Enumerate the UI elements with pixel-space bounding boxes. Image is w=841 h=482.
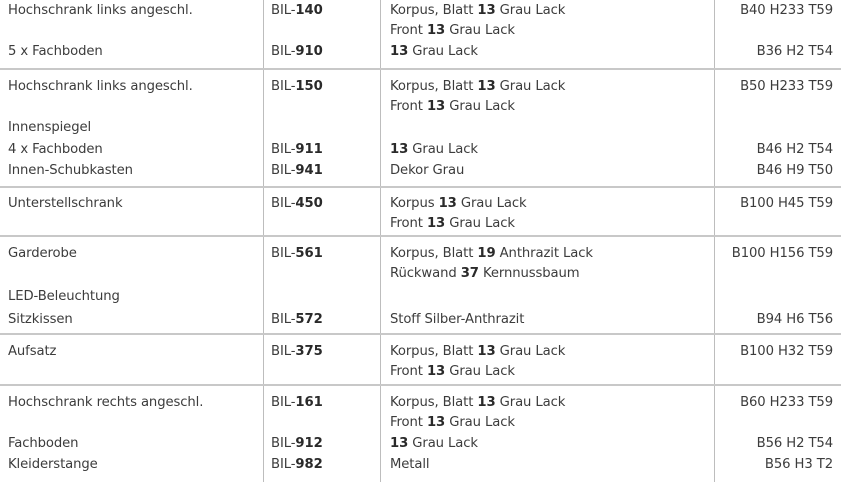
material-color-number: 13 bbox=[390, 436, 409, 451]
material-description bbox=[390, 455, 429, 475]
material-description bbox=[390, 77, 565, 97]
material-text: Korpus, Blatt bbox=[390, 246, 478, 261]
material-text: Korpus, Blatt bbox=[390, 79, 478, 94]
item-name: LED-Beleuchtung bbox=[8, 289, 120, 304]
article-code-number: 941 bbox=[295, 163, 323, 178]
item-name: Fachboden bbox=[8, 436, 79, 451]
item-name: Hochschrank links angeschl. bbox=[8, 3, 193, 18]
article-code-prefix: BIL- bbox=[271, 246, 296, 261]
article-code-prefix: BIL- bbox=[271, 457, 296, 472]
material-description bbox=[390, 264, 580, 284]
article-code bbox=[271, 140, 323, 160]
article-code bbox=[271, 434, 323, 454]
material-color-number: 13 bbox=[390, 44, 409, 59]
material-description bbox=[390, 434, 478, 454]
article-code-number: 161 bbox=[295, 395, 323, 410]
article-code bbox=[271, 194, 323, 214]
article-code-prefix: BIL- bbox=[271, 196, 296, 211]
article-code bbox=[271, 42, 323, 62]
material-text: Front bbox=[390, 23, 427, 38]
article-code-prefix: BIL- bbox=[271, 79, 296, 94]
item-name: 5 x Fachboden bbox=[8, 44, 103, 59]
material-color-number: 13 bbox=[426, 415, 446, 430]
material-text: Rückwand bbox=[390, 266, 461, 281]
material-text: Korpus bbox=[390, 196, 439, 211]
material-color-number: 13 bbox=[426, 364, 446, 379]
material-description bbox=[390, 362, 515, 382]
item-name: Innen-Schubkasten bbox=[8, 163, 133, 178]
material-text: Korpus, Blatt bbox=[390, 344, 478, 359]
item-name: Innenspiegel bbox=[8, 120, 92, 135]
material-text: Front bbox=[390, 99, 427, 114]
material-description bbox=[390, 42, 478, 62]
item-name: Hochschrank rechts angeschl. bbox=[8, 395, 204, 410]
article-code bbox=[271, 455, 323, 475]
article-code bbox=[271, 244, 323, 264]
row-separator bbox=[0, 235, 841, 237]
article-code-prefix: BIL- bbox=[271, 436, 296, 451]
material-description bbox=[390, 413, 515, 433]
material-text: Korpus, Blatt bbox=[390, 3, 478, 18]
material-color-number: 13 bbox=[477, 79, 496, 94]
article-code-number: 912 bbox=[295, 436, 323, 451]
article-code-number: 150 bbox=[295, 79, 323, 94]
material-text: Stoff Silber-Anthrazit bbox=[390, 312, 525, 327]
article-code-number: 911 bbox=[295, 142, 323, 157]
article-code-prefix: BIL- bbox=[271, 312, 296, 327]
article-code-number: 450 bbox=[295, 196, 323, 211]
material-color-number: 13 bbox=[426, 23, 446, 38]
article-code-prefix: BIL- bbox=[271, 163, 296, 178]
item-name: Hochschrank links angeschl. bbox=[8, 79, 193, 94]
dimensions: B50 H233 T59 bbox=[740, 79, 833, 94]
material-text: Grau Lack bbox=[408, 44, 478, 59]
row-separator bbox=[0, 186, 841, 188]
material-description bbox=[390, 140, 478, 160]
material-color-number: 13 bbox=[438, 196, 457, 211]
material-text: Grau Lack bbox=[445, 23, 515, 38]
article-code bbox=[271, 393, 323, 413]
material-description bbox=[390, 214, 515, 234]
material-description bbox=[390, 1, 565, 21]
material-text: Grau Lack bbox=[495, 344, 566, 359]
material-text: Metall bbox=[390, 457, 430, 472]
article-code-number: 561 bbox=[295, 246, 323, 261]
article-code bbox=[271, 161, 323, 181]
material-color-number: 13 bbox=[390, 142, 409, 157]
material-text: Grau Lack bbox=[445, 99, 515, 114]
article-code bbox=[271, 310, 323, 330]
material-description bbox=[390, 97, 515, 117]
material-description bbox=[390, 21, 515, 41]
material-text: Korpus, Blatt bbox=[390, 395, 478, 410]
material-description bbox=[390, 194, 527, 214]
article-code-prefix: BIL- bbox=[271, 3, 296, 18]
row-separator bbox=[0, 384, 841, 386]
row-separator bbox=[0, 68, 841, 70]
dimensions: B94 H6 T56 bbox=[756, 312, 833, 327]
item-name: Unterstellschrank bbox=[8, 196, 123, 211]
dimensions: B40 H233 T59 bbox=[740, 3, 833, 18]
material-text: Grau Lack bbox=[495, 3, 566, 18]
column-divider bbox=[714, 0, 715, 482]
dimensions: B100 H156 T59 bbox=[731, 246, 833, 261]
article-code-prefix: BIL- bbox=[271, 395, 296, 410]
column-divider bbox=[263, 0, 264, 482]
item-name: Garderobe bbox=[8, 246, 77, 261]
article-code-prefix: BIL- bbox=[271, 44, 296, 59]
item-name: Aufsatz bbox=[8, 344, 57, 359]
item-name: Sitzkissen bbox=[8, 312, 73, 327]
dimensions: B60 H233 T59 bbox=[740, 395, 833, 410]
material-text: Grau Lack bbox=[495, 395, 566, 410]
dimensions: B56 H2 T54 bbox=[756, 436, 833, 451]
dimensions: B56 H3 T2 bbox=[764, 457, 833, 472]
row-separator bbox=[0, 333, 841, 335]
item-name: Kleiderstange bbox=[8, 457, 98, 472]
material-text: Grau Lack bbox=[445, 216, 515, 231]
dimensions: B100 H45 T59 bbox=[740, 196, 833, 211]
material-text: Grau Lack bbox=[456, 196, 527, 211]
material-text: Front bbox=[390, 216, 427, 231]
column-divider bbox=[380, 0, 381, 482]
material-text: Front bbox=[390, 415, 427, 430]
material-description bbox=[390, 393, 565, 413]
material-color-number: 13 bbox=[426, 216, 446, 231]
material-text: Kernnussbaum bbox=[478, 266, 580, 281]
article-code-number: 910 bbox=[295, 44, 323, 59]
dimensions: B46 H2 T54 bbox=[756, 142, 833, 157]
material-color-number: 13 bbox=[477, 344, 496, 359]
article-code bbox=[271, 77, 323, 97]
material-color-number: 37 bbox=[460, 266, 479, 281]
material-color-number: 19 bbox=[477, 246, 496, 261]
material-text: Front bbox=[390, 364, 427, 379]
dimensions: B46 H9 T50 bbox=[756, 163, 833, 178]
material-text: Grau Lack bbox=[408, 436, 478, 451]
material-description bbox=[390, 161, 464, 181]
material-text: Anthrazit Lack bbox=[495, 246, 593, 261]
article-code-number: 572 bbox=[295, 312, 323, 327]
article-code-prefix: BIL- bbox=[271, 142, 296, 157]
material-text: Dekor Grau bbox=[390, 163, 465, 178]
material-text: Grau Lack bbox=[445, 415, 515, 430]
item-name: 4 x Fachboden bbox=[8, 142, 103, 157]
material-color-number: 13 bbox=[477, 395, 496, 410]
material-description bbox=[390, 342, 565, 362]
article-code bbox=[271, 342, 323, 362]
material-text: Grau Lack bbox=[445, 364, 515, 379]
dimensions: B100 H32 T59 bbox=[740, 344, 833, 359]
dimensions: B36 H2 T54 bbox=[756, 44, 833, 59]
article-code-number: 375 bbox=[295, 344, 323, 359]
material-text: Grau Lack bbox=[495, 79, 566, 94]
article-code-prefix: BIL- bbox=[271, 344, 296, 359]
material-color-number: 13 bbox=[477, 3, 496, 18]
article-code bbox=[271, 1, 323, 21]
article-code-number: 140 bbox=[295, 3, 323, 18]
material-color-number: 13 bbox=[426, 99, 446, 114]
material-description bbox=[390, 310, 524, 330]
material-text: Grau Lack bbox=[408, 142, 478, 157]
material-description bbox=[390, 244, 593, 264]
article-code-number: 982 bbox=[295, 457, 323, 472]
